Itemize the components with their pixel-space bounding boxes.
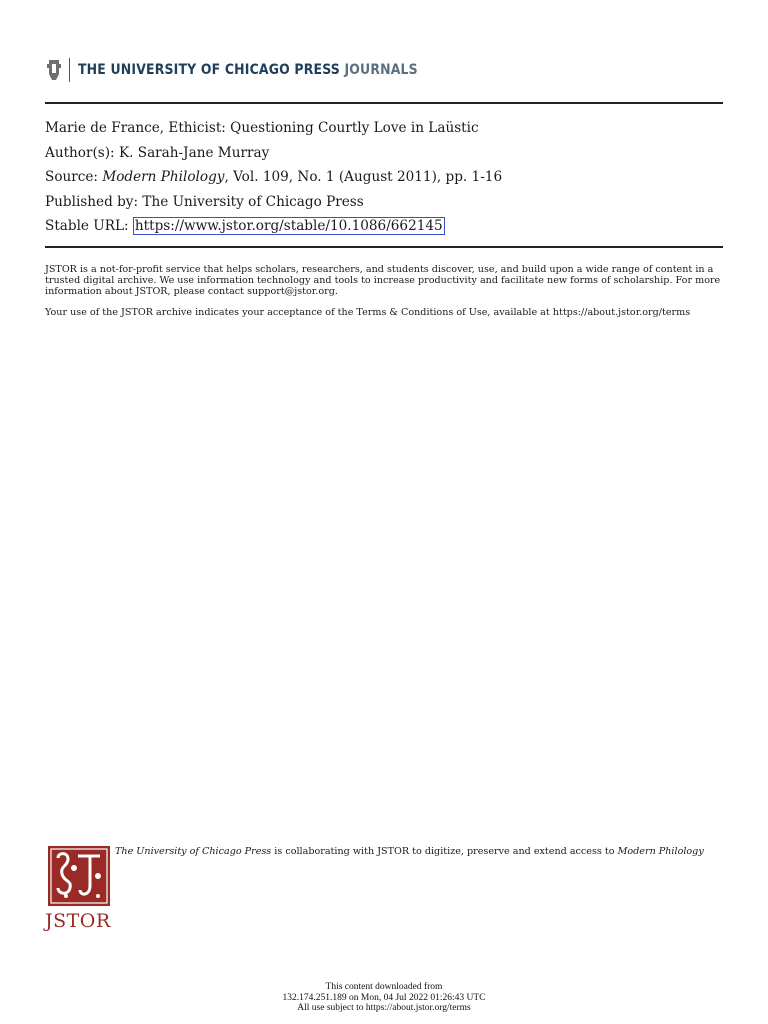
jstor-wordmark: JSTOR [45, 910, 111, 932]
middle-divider [45, 246, 723, 248]
collab-journal: Modern Philology [617, 846, 704, 857]
top-divider [45, 102, 723, 104]
footer-line-2: 132.174.251.189 on Mon, 04 Jul 2022 01:26:43 UTC [282, 992, 486, 1003]
article-metadata [45, 116, 725, 239]
press-name-text: THE UNIVERSITY OF CHICAGO PRESS [78, 62, 340, 78]
jstor-logo-icon [48, 846, 110, 906]
source-label: Source: [45, 169, 98, 185]
download-footer [0, 982, 768, 1014]
stable-url-link[interactable]: https://www.jstor.org/stable/10.1086/662145 [134, 218, 443, 234]
collab-publisher: The University of Chicago Press [115, 846, 272, 857]
author-line [45, 141, 725, 166]
source-detail: , Vol. 109, No. 1 (August 2011), pp. 1-16 [224, 169, 503, 185]
publisher-line [45, 190, 725, 215]
collaboration-text [115, 846, 725, 857]
journals-label: JOURNALS [344, 62, 418, 78]
press-header [45, 56, 473, 84]
collaboration-block [45, 846, 725, 936]
press-name [78, 62, 418, 78]
publisher-name: The University of Chicago Press [142, 193, 364, 210]
notice-paragraph-2: Your use of the JSTOR archive indicates your acceptance of the Terms & Conditions of Use, available at https://about.jstor.org/terms [45, 306, 691, 318]
header-divider [69, 58, 70, 82]
source-line [45, 165, 725, 190]
article-title: Marie de France, Ethicist: Questioning Courtly Love in Laüstic [45, 120, 479, 136]
author-label: Author(s): [45, 144, 115, 161]
journal-name: Modern Philology [102, 169, 225, 185]
footer-line-3: All use subject to https://about.jstor.org/terms [297, 1003, 471, 1013]
url-line [45, 214, 725, 239]
jstor-notice [45, 264, 725, 327]
collab-body: is collaborating with JSTOR to digitize, preserve and extend access to [271, 846, 618, 857]
url-label: Stable URL: [45, 218, 129, 234]
author-name: K. Sarah-Jane Murray [118, 144, 270, 161]
press-crest-icon [45, 58, 63, 82]
notice-paragraph-1: JSTOR is a not-for-profit service that helps scholars, researchers, and students discover, use, and build upon a wide range of content in a trusted digital archive. We use information technology and tools to increase productivity and facilitate new forms of scholarship. For more information about JSTOR, please contact support@jstor.org. [45, 264, 721, 298]
footer-line-1: This content downloaded from [325, 982, 443, 992]
publisher-label: Published by: [45, 193, 139, 210]
